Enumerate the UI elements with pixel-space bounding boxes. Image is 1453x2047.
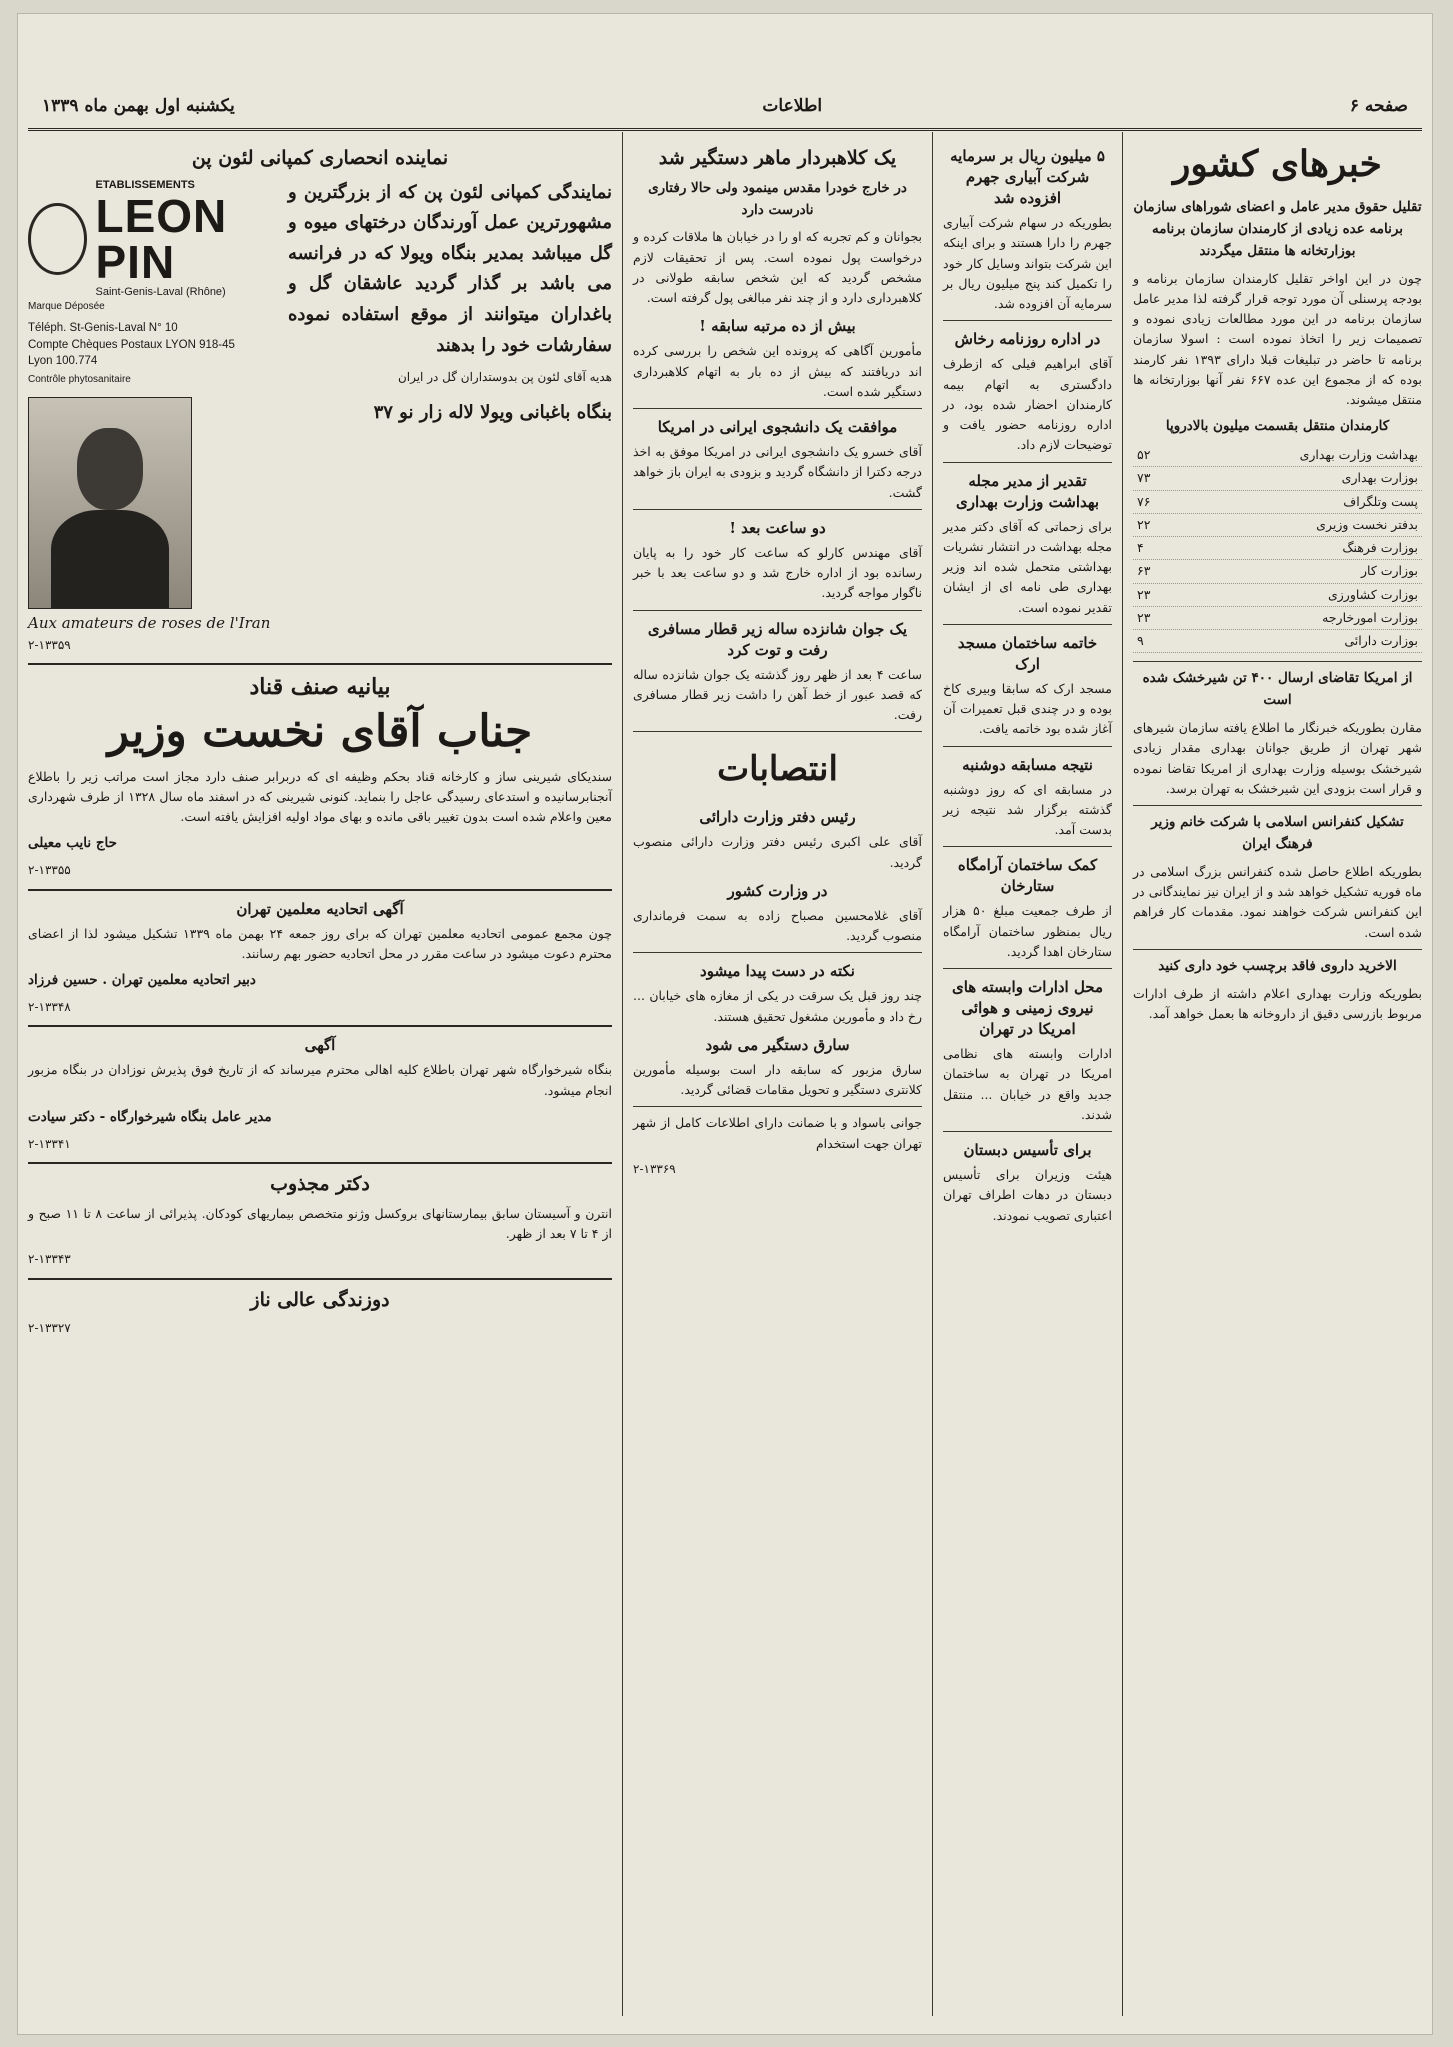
appointment-text: آقای غلامحسین مصباح زاده به سمت فرمانداری منصوب گردید.: [633, 907, 922, 944]
col2-headline: برای تأسیس دبستان: [963, 1141, 1092, 1159]
col2-headline: محل ادارات وابسته های نیروی زمینی و هوائی امریکا در تهران: [951, 978, 1104, 1038]
col3-headline: دو ساعت بعد !: [729, 518, 826, 537]
list-item: بوزارت کار ۶۳: [1133, 560, 1422, 583]
col2-text: برای زحماتی که آقای دکتر مدیر مجله بهداشت در انتشار نشریات بهداشتی متحمل شده اند وزیر بهداری طی نامه ای از ایشان تقدیر نموده است.: [943, 518, 1112, 615]
col3-text: ساعت ۴ بعد از ظهر روز گذشته یک جوان شانزده ساله که قصد عبور از خط آهن را داشت زیر قطار مسافری رفت.: [633, 666, 922, 723]
ad-code: ۲-۱۳۳۶۹: [633, 1161, 676, 1176]
col3-text: سارق مزبور که سابقه دار است بوسیله مأمورین کلانتری دستگیر و تحویل مقامات قضائی گردید.: [633, 1061, 922, 1098]
ad3-title: دکتر مجذوب: [270, 1173, 370, 1196]
brand-line: ETABLISSEMENTS: [95, 178, 195, 191]
list-item: بوزارت دارائی ۹: [1133, 630, 1422, 653]
paper-name: اطلاعات: [762, 96, 823, 116]
col3-headline: نکته در دست پیدا میشود: [700, 962, 855, 981]
col2-headline: کمک ساختمان آرامگاه ستارخان: [957, 856, 1098, 896]
ad3-text: انترن و آسیستان سابق بیمارستانهای بروکسل وژنو متخصص بیماریهای کودکان. پذیرائی از ساعت ۸ تا ۱۱ صبح و از ۴ تا ۷ بعد از ظهر.: [28, 1205, 612, 1242]
story3-text: بطوریکه اطلاع حاصل شده کنفرانس بزرگ اسلامی در ماه فوریه تشکیل خواهد شد و از ایران نیز نمایندگانی در این کنفرانس شرکت خواهند نمود. مقدمات کار فراهم شده است.: [1133, 863, 1422, 940]
story2-text: مقارن بطوریکه خبرنگار ما اطلاع یافته سازمان شیرهای شهر تهران از طریق جوانان بهداری مقدار زیادی شیرخشک بوسیله وزارت بهداری از امریکا تقاضا نموده و قرار است بزودی این شیرخشک به تهران برسد.: [1133, 720, 1422, 796]
leon-text: نمایندگی کمپانی لئون پن که از بزرگترین و مشهورترین عمل آورندگان درختهای میوه و گل میباشد بمدیر بنگاه ویولا که در فرانسه می باشد بر گذار گردید عاشقان گل و باغداران میتوانند از موقع استفاده نموده سفارشات خود را بدهند: [288, 181, 612, 356]
ad2-text: بنگاه شیرخوارگاه شهر تهران باطلاع کلیه اهالی محترم میرساند که از تاریخ فوق پذیرش نوزادان در بنگاه مزبور انجام میشود.: [28, 1062, 612, 1098]
story4-text: بطوریکه وزارت بهداری اعلام داشته از طرف ادارات مربوط بازرسی دقیق از داروخانه ها بعمل خواهد آمد.: [1133, 985, 1422, 1021]
ad-code: ۲-۱۳۳۵۹: [28, 637, 71, 652]
masthead: [28, 84, 1422, 131]
list-item: بوزارت امورخارجه ۲۳: [1133, 607, 1422, 630]
col3-headline: بیش از ده مرتبه سابقه !: [699, 317, 856, 336]
col2-headline: نتیجه مسابقه دوشنبه: [962, 755, 1093, 774]
col3-headline: سارق دستگیر می شود: [705, 1035, 850, 1054]
cheques: Compte Chèques Postaux LYON 918-45: [28, 338, 235, 351]
column-ads: [18, 132, 622, 2016]
story1-headline: تقلیل حقوق مدیر عامل و اعضای شوراهای سازمان برنامه عده زیادی از کارمندان سازمان برنامه بوزارتخانه ها منتقل میگردند: [1133, 199, 1422, 259]
appointments-title: انتصابات: [717, 749, 838, 790]
ad2-title: آگهی: [304, 1036, 336, 1055]
leon-text-block: [288, 178, 612, 429]
col3-text: چند روز قبل یک سرقت در یکی از مغازه های خیابان ... رخ داد و مأمورین مشغول تحقیق هستند.: [633, 988, 922, 1024]
ad-code: ۲-۱۳۳۴۸: [28, 999, 71, 1014]
ad-code: ۲-۱۳۳۲۷: [28, 1321, 71, 1336]
notice-text: سندیکای شیرینی ساز و کارخانه قناد بحکم وظیفه ای که دربرابر صنف دارد مجاز است مراتب زیر را باطلاع آنجنابرسانیده و استدعای رسیدگی عاجل را بنماید. کنونی شیرینی که در اسفند ماه سال ۱۳۲۸ از طرف شهرداری معین واعلام شده است بدون تغییر باقی مانده و بهای مواد اولیه افزایش یافته است.: [28, 768, 613, 825]
leon-brand-block: [28, 178, 278, 634]
ad1-sign: دبیر اتحادیه معلمین تهران . حسین فرزاد: [28, 972, 256, 989]
ad4-title: دوزندگی عالی ناز: [250, 1288, 390, 1311]
appointment-title: در وزارت کشور: [727, 881, 828, 900]
col2-text: ادارات وابسته های نظامی امریکا در تهران به ساختمان جدید واقع در خیابان ... منتقل شدند.: [943, 1046, 1112, 1122]
newspaper-page: [18, 14, 1432, 2034]
col2-headline: در اداره روزنامه رخاش: [954, 330, 1101, 349]
signature: Aux amateurs de roses de l'Iran: [28, 613, 271, 632]
list-item: بوزارت کشاورزی ۲۳: [1133, 584, 1422, 607]
appointment-title: رئیس دفتر وزارت دارائی: [699, 808, 856, 827]
list-item: پست وتلگراف ۷۶: [1133, 491, 1422, 514]
appointment-text: آقای علی اکبری رئیس دفتر وزارت دارائی منصوب گردید.: [633, 834, 922, 870]
col3-text: بجوانان و کم تجربه که او را در خیابان ها ملاقات کرده و درخواست پول نموده است. پس از تحقیقات لازم مشخص گردید که این شخص سابقه طولانی در کلاهبرداری دارد و از چند نفر مبالغی پول گرفته است.: [633, 229, 922, 306]
telephone: Téléph. St-Genis-Laval N° 10: [28, 322, 178, 335]
col3-text: مأمورین آگاهی که پرونده این شخص را بررسی کرده اند دریافتند که بیش از ده بار به اتهام کلاهبرداری دستگیر شده است.: [633, 343, 922, 399]
col2-headline: خاتمه ساختمان مسجد ارک: [957, 633, 1098, 673]
notice-sign: حاج نایب معیلی: [28, 835, 117, 852]
leon-pin-ad: [28, 178, 612, 634]
list-item: بدفتر نخست وزیری ۲۲: [1133, 514, 1422, 537]
brand-location: Saint-Genis-Laval (Rhône): [95, 286, 226, 299]
col2-text: بطوریکه در سهام شرکت آبیاری جهرم را دارا هستند و برای اینکه این شرکت بتواند وسایل کار خود را تکمیل کند پنج میلیون ریال بر سرمایه آن افزوده شد.: [943, 215, 1112, 311]
list-item: بهداشت وزارت بهداری ۵۲: [1133, 444, 1422, 467]
col3-headline: یک کلاهبردار ماهر دستگیر شد: [658, 147, 897, 169]
col2-text: مسجد ارک که سابقا وبیری کاخ بوده و در چندی قبل تعمیرات آن آغاز شده بود خاتمه یافت.: [943, 680, 1112, 737]
story1-text: چون در این اواخر تقلیل کارمندان سازمان برنامه و بودجه پرسنلی آن مورد توجه قرار گرفته لذا مدیر عامل سازمان برنامه در این مورد مطالعات زیادی نموده و تصمیمات زیر را اتخاذ نموده است : اسولا سازمان برنامه تا حاضر در تبلیغات قبلا دارای ۱۳۹۳ نفر کارمند بوده که از مجموع این عده ۶۶۷ نفر آنها بوزارتخانه ها منتقل میشوند.: [1133, 270, 1423, 408]
transfer-list: [1133, 444, 1422, 653]
classified-text: جوانی باسواد و با ضمانت دارای اطلاعات کامل از شهر تهران جهت استخدام: [633, 1115, 922, 1151]
brand-seal-icon: [28, 203, 87, 275]
trademark: Marque Déposée: [28, 301, 105, 313]
ad-code: ۲-۱۳۳۴۱: [28, 1136, 71, 1151]
list-item: بوزارت فرهنگ ۴: [1133, 537, 1422, 560]
ad1-text: چون مجمع عمومی اتحادیه معلمین تهران که برای روز جمعه ۲۴ بهمن ماه ۱۳۳۹ تشکیل میشود لذا از اعضای محترم دعوت میشود در ساعت مقرر در محل اتحادیه حضور بهم رسانند.: [28, 925, 612, 961]
col3-sub: در خارج خودرا مقدس مینمود ولی حالا رفتاری نادرست دارد: [648, 179, 907, 218]
lyon-number: Lyon 100.774: [28, 354, 98, 367]
col2-text: در مسابقه ای که روز دوشنبه گذشته برگزار شد نتیجه زیر بدست آمد.: [943, 781, 1112, 837]
column-local: [932, 132, 1122, 2016]
section-title: خبرهای کشور: [1173, 143, 1382, 185]
story4-headline: الاخرید داروی فاقد برچسب خود داری کنید: [1158, 957, 1397, 974]
col2-text: از طرف جمعیت مبلغ ۵۰ هزار ریال بمنظور ساختمان آرامگاه ستارخان اهدا گردید.: [943, 903, 1112, 959]
ad-code: ۲-۱۳۳۵۵: [28, 863, 71, 878]
col3-headline: یک جوان شانزده ساله زیر قطار مسافری رفت و توت کرد: [647, 619, 908, 659]
story2-headline: از امریکا تقاضای ارسال ۴۰۰ تن شیرخشک شده است: [1142, 670, 1413, 709]
col2-headline: ۵ میلیون ریال بر سرمایه شرکت آبیاری جهرم افزوده شد: [950, 147, 1105, 207]
list-heading: کارمندان منتقل بقسمت میلیون بالادروپا: [1165, 418, 1390, 435]
column-news: [1122, 132, 1432, 2016]
col2-text: آقای ابراهیم فیلی که ازطرف دادگستری به اتهام بیمه کارمندان احضار شده بود، در اداره روزنامه حضور یافت و توضیحات لازم داد.: [943, 356, 1112, 453]
notice-title: بیانیه صنف قناد: [249, 674, 391, 701]
ad1-title: آگهی اتحادیه معلمین تهران: [236, 899, 404, 918]
issue-date: یکشنبه اول بهمن ماه ۱۳۳۹: [42, 96, 235, 116]
leon-address: بنگاه باغبانی ویولا لاله زار نو ۳۷: [373, 401, 612, 423]
col2-text: هیئت وزیران برای تأسیس دبستان در دهات اطراف تهران اعتباری تصویب نمودند.: [943, 1167, 1112, 1223]
photo-caption: هدیه آقای لئون پن بدوستداران گل در ایران: [397, 370, 612, 385]
col3-headline: موافقت یک دانشجوی ایرانی در امریکا: [657, 418, 898, 437]
column-crime: [622, 132, 932, 2016]
col3-text: آقای خسرو یک دانشجوی ایرانی در امریکا موفق به اخذ درجه دکترا از دانشگاه گردید و بزودی به ایران باز خواهد گشت.: [633, 444, 922, 500]
leon-title: نماینده انحصاری کمپانی لئون پن: [191, 147, 449, 169]
col3-text: آقای مهندس کارلو که ساعت کار خود را به پایان رسانده بود از اداره خارج شد و دو ساعت بعد با خبر ناگوار مواجه گردید.: [633, 544, 922, 601]
page-label: صفحه ۶: [1349, 96, 1408, 116]
story3-headline: تشکیل کنفرانس اسلامی با شرکت خانم وزیر فرهنگ ایران: [1151, 814, 1404, 853]
col2-headline: تقدیر از مدیر مجله بهداشت وزارت بهداری: [955, 471, 1099, 511]
list-item: بوزارت بهداری ۷۳: [1133, 467, 1422, 490]
notice-big-title: جناب آقای نخست وزیر: [107, 705, 533, 757]
ad2-sign: مدیر عامل بنگاه شیرخوارگاه - دکتر سیادت: [28, 1108, 272, 1125]
ad-code: ۲-۱۳۳۴۳: [28, 1252, 71, 1267]
portrait-photo: [28, 397, 192, 609]
brand-logo: LEON PIN: [95, 190, 228, 289]
control-note: Contrôle phytosanitaire: [28, 373, 131, 385]
